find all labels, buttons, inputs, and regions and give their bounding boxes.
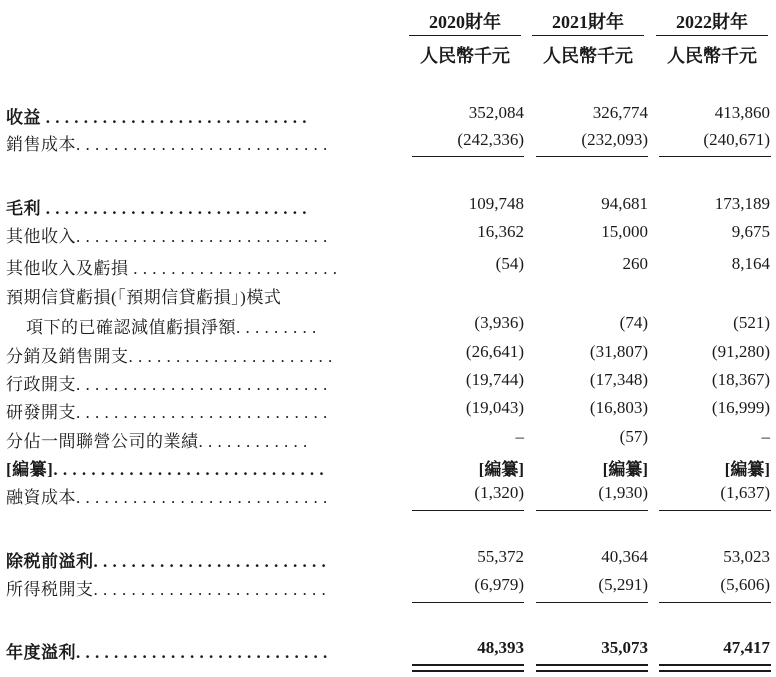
subtotal-rule: [412, 602, 524, 603]
row-label: 行政開支. . . . . . . . . . . . . . . . . . . . . . . . . . .: [6, 375, 328, 394]
header-unit-2020: 人民幣千元: [420, 46, 510, 66]
header-year-2020: 2020財年: [429, 12, 501, 32]
header-year-2021: 2021財年: [552, 12, 624, 32]
value-2022: 47,417: [723, 638, 770, 657]
row-label: 所得税開支. . . . . . . . . . . . . . . . . . . . . . . . .: [6, 580, 327, 599]
row-label: 毛利 . . . . . . . . . . . . . . . . . . . . . . . . . . . .: [6, 199, 307, 218]
value-2022: 8,164: [731, 254, 770, 273]
value-2021: (17,348): [589, 370, 648, 389]
subtotal-rule: [536, 510, 648, 511]
value-2022: [編纂]: [724, 460, 770, 479]
header-underline: [656, 35, 768, 36]
value-2022: (91,280): [711, 342, 770, 361]
value-2020: 16,362: [477, 222, 524, 241]
value-2020: (19,744): [465, 370, 524, 389]
header-underline: [409, 35, 521, 36]
value-2020: (1,320): [474, 483, 524, 502]
value-2021: 326,774: [592, 103, 648, 122]
value-2021: (232,093): [581, 130, 648, 149]
row-label: 分銷及銷售開支. . . . . . . . . . . . . . . . . . . . . .: [6, 347, 333, 366]
row-label: 分佔一間聯營公司的業績. . . . . . . . . . . .: [6, 432, 308, 451]
table-row-cost-of-sales: [0, 130, 776, 156]
subtotal-rule: [412, 156, 524, 157]
row-label: 年度溢利. . . . . . . . . . . . . . . . . . . . . . . . . . .: [6, 643, 328, 662]
value-2021: (74): [619, 313, 648, 332]
value-2022: (16,999): [711, 398, 770, 417]
table-row-other-gains-losses: [0, 254, 776, 280]
value-2022: (240,671): [703, 130, 770, 149]
value-2020: (3,936): [474, 313, 524, 332]
row-label: 其他收入. . . . . . . . . . . . . . . . . . . . . . . . . . .: [6, 227, 328, 246]
value-2021: 15,000: [601, 222, 648, 241]
header-unit-2022: 人民幣千元: [667, 46, 757, 66]
value-2021: [編纂]: [602, 460, 648, 479]
table-row-research-development: [0, 398, 776, 424]
value-2021: (5,291): [598, 575, 648, 594]
value-2021: (1,930): [598, 483, 648, 502]
value-2021: (31,807): [589, 342, 648, 361]
value-2022: 413,860: [714, 103, 770, 122]
table-row-finance-costs: [0, 483, 776, 509]
table-row-associate-share: [0, 427, 776, 453]
value-2022: (18,367): [711, 370, 770, 389]
value-2022: (5,606): [720, 575, 770, 594]
value-2022: –: [761, 427, 770, 446]
row-label: 除税前溢利. . . . . . . . . . . . . . . . . . . . . . . . .: [6, 552, 327, 571]
table-row-distribution-selling: [0, 342, 776, 368]
value-2022: 173,189: [714, 194, 770, 213]
header-unit-2021: 人民幣千元: [543, 46, 633, 66]
table-row-administrative: [0, 370, 776, 396]
header-underline: [532, 35, 644, 36]
subtotal-rule: [659, 602, 771, 603]
total-double-rule: [536, 664, 648, 672]
value-2020: [編纂]: [478, 460, 524, 479]
row-label: 銷售成本. . . . . . . . . . . . . . . . . . . . . . . . . . .: [6, 135, 328, 154]
subtotal-rule: [536, 602, 648, 603]
value-2021: 40,364: [601, 547, 648, 566]
value-2020: (242,336): [457, 130, 524, 149]
table-row-gross-profit: [0, 194, 776, 220]
value-2022: (521): [733, 313, 770, 332]
row-label: 收益 . . . . . . . . . . . . . . . . . . . . . . . . . . . .: [6, 108, 307, 127]
subtotal-rule: [536, 156, 648, 157]
subtotal-rule: [659, 156, 771, 157]
value-2020: (6,979): [474, 575, 524, 594]
value-2020: (19,043): [465, 398, 524, 417]
value-2020: 55,372: [477, 547, 524, 566]
value-2021: 35,073: [601, 638, 648, 657]
value-2020: 352,084: [468, 103, 524, 122]
table-row-ecl-heading: [0, 283, 776, 309]
value-2022: 9,675: [731, 222, 770, 241]
value-2020: 109,748: [468, 194, 524, 213]
value-2020: –: [515, 427, 524, 446]
row-label: 項下的已確認減值虧損淨額. . . . . . . . .: [26, 318, 317, 337]
value-2020: (54): [495, 254, 524, 273]
table-row-redacted: [0, 455, 776, 481]
value-2021: (16,803): [589, 398, 648, 417]
row-label: 融資成本. . . . . . . . . . . . . . . . . . . . . . . . . . .: [6, 488, 328, 507]
total-double-rule: [412, 664, 524, 672]
header-year-2022: 2022財年: [676, 12, 748, 32]
value-2021: 260: [622, 254, 648, 273]
value-2022: (1,637): [720, 483, 770, 502]
value-2020: 48,393: [477, 638, 524, 657]
subtotal-rule: [659, 510, 771, 511]
row-label: 其他收入及虧損 . . . . . . . . . . . . . . . . . . . . . .: [6, 259, 338, 278]
value-2021: 94,681: [601, 194, 648, 213]
table-row-profit-before-tax: [0, 547, 776, 573]
value-2022: 53,023: [723, 547, 770, 566]
subtotal-rule: [412, 510, 524, 511]
row-label: [編纂]. . . . . . . . . . . . . . . . . . . . . . . . . . . . .: [6, 460, 325, 479]
value-2021: (57): [619, 427, 648, 446]
table-row-revenue: [0, 103, 776, 129]
table-row-profit-for-year: [0, 638, 776, 664]
row-label: 研發開支. . . . . . . . . . . . . . . . . . . . . . . . . . .: [6, 403, 328, 422]
total-double-rule: [659, 664, 771, 672]
table-row-ecl-impairment: [0, 313, 776, 339]
table-row-other-income: [0, 222, 776, 248]
value-2020: (26,641): [465, 342, 524, 361]
table-row-income-tax: [0, 575, 776, 601]
row-label: 預期信貸虧損(「預期信貸虧損」)模式: [6, 288, 282, 307]
